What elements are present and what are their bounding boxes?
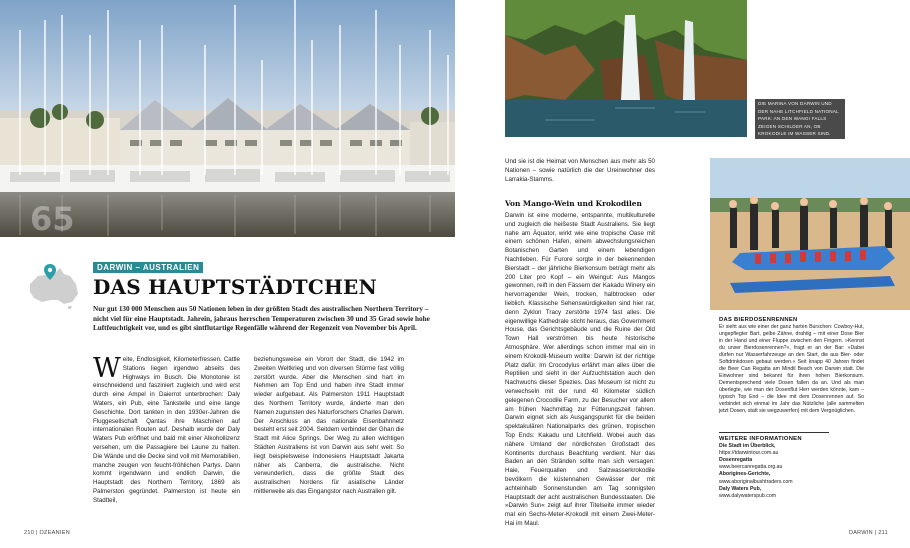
waterfall-photo [505, 0, 747, 137]
section-kicker: DARWIN – AUSTRALIEN [93, 262, 203, 273]
folio-right: DARWIN | 211 [848, 530, 888, 536]
sidebar-heading: DAS BIERDOSENRENNEN [719, 317, 798, 323]
info-box [719, 432, 839, 500]
folio-left: 210 | OZEANIEN [24, 530, 70, 536]
info-link-4[interactable]: www.dalywaterspub.com [719, 492, 777, 499]
australia-map-icon [24, 262, 84, 310]
section-subhead: Von Mango-Wein und Krokodilen [505, 199, 642, 208]
body-text-1: eite, Endlosigkeit, Kilometerfressen. Cattle Stations liegen irgendwo abseits des Highways im Busch. Die Monotonie ist einschneidend und fasziniert zugleich und wird erst durch eine Ampel in Daierrot unterbrochen: Daly Waters, ein Pub, eine Tankstelle und eine lange Geschichte. Dort tankten in den 1930er-Jahren die Fluggesellschaft Qantas ihre Maschinen auf internationalen Routen auf. Deshalb wurde der Daly Waters Pub eröffnet und bald mit einer Alkohollizenz versehen, um die Passagiere bei Laune zu halten. Die Wände und die Decke sind voll mit Memorabilien, manche zeugen von feucht-fröhlichen Partys. Dann kommt irgendwann und endlich Darwin, die Hauptstadt des Northern Territory, 1869 als Palmerston gegründet. Palmerston ist heute ein Stadtteil, [93, 356, 240, 504]
marina-photo [0, 0, 455, 237]
info-label-4: Daly Waters Pub, [719, 485, 762, 492]
right-column-top: Und sie ist die Heimat von Menschen aus mehr als 50 Nationen – sowie natürlich die der Ureinwohner des Larrakia-Stamms. [505, 158, 655, 183]
photo-caption: DIE MARINA VON DARWIN UND DER NAHE LITCHFIELD NATIONAL PARK: AN DEN WANGI FALLS ZEIGEN SCHILDER AN, OB KROKODILE IM WASSER SIND. [755, 99, 845, 139]
beer-can-regatta-photo [710, 158, 910, 310]
sidebar-text: Er sieht aus wie einer der ganz harten Burschen: Cowboy-Hut, ungepflegter Bart, gelbe Zähne, drahtig – mit einer Dose Bier in der Hand und einer Fluppe zwischen den Fingern. »Kennst du unser Bierdosenrennen?«, fragt er an der Bar: »Dabei dürfen nur Wasserfahrzeuge an den Start, die aus Bier- oder Softdrinkdosen gebaut werden.« Seit knapp 40 Jahren findet die Beer Can Regatta am Mindil Beach von Darwin statt. Die Einwohner sind bekannt für ihren hohen Bierkonsum. Dementsprechend viele Dosen fallen da an. Und als man überlegte, wie man der Dosenflut Herr werden könnte, kam – typisch Top End – die Idee mit dem Dosenrennen auf. So verbindet sich einmal im Jahr das Nützliche (alle sammelten jetzt Dosen, statt sie wegzuwerfen) mit dem Vergnüglichen. [719, 324, 864, 414]
right-column-body: Darwin ist eine moderne, entspannte, multikulturelle und zugleich die heißeste Stadt Australiens. Sie liegt nahe am Äquator, wirkt wie eine tropische Oase mit einem schönen Hafen, einem abwechslungsreichen Botanischen Garten und einem lebendigen Nachtleben. Für Furore sorgte in der bekennenden Bierstadt – der jährliche Bierkonsum beträgt mehr als 200 Liter pro Kopf – ein Weingut: Aus Mangos gewonnen, reift in den Fässern der Kakadu Winery ein hervorragender Wein, trocken, halbtrocken oder lieblich. Klassische Sehenswürdigkeiten sind hier rar, denn Zyklon Tracy zerstörte 1974 fast alles. Die eigenwillige Kathedrale sticht heraus, das Government House, das Gerichtsgebäude und die Ruine der Old Town Hall verströmen bis heute historische Atmosphäre. Wer allerdings schon immer mal ein in einem Krokodil-Museum wollte: Darwin ist der richtige Platz dafür. Im Crocodylus erfährt man alles über die Reptilien und sieht in der Aufzuchtstation auch den Nachwuchs dieser Spezies. Das Museum ist nicht zu verwechseln mit der rund 40 Kilometer südlich gelegenen Crocodile Farm, zu der Besucher vor allem am frühen Nachmittag zur Fütterungszeit fahren. Darwin eignet sich als Ausgangspunkt für die beiden spektakulären Nationalparks des grünen, tropischen Top Ends: Kakadu und Litchfield. Wobei auch das nähere Umland der nördlichsten Großstadt des Kontinents durchaus Beachtung verdient. Nur das Baden an den Stränden sollte man sich versagen: Haie, Feuerquallen und Salzwasserkrokodile bevölkern die küstennahen Gewässer der mit achteinhalb Sonnenstunden am Tag sonnigsten Hauptstadt der acht australischen Bundesstaaten. Die »Darwin Sun« zeigt auf ihrer Titelseite immer wieder mal ein Sechs-Meter-Krokodil mit einem Zwei-Meter-Hai im Maul. [505, 212, 655, 527]
body-column-1 [93, 353, 240, 506]
info-divider [719, 432, 829, 433]
drop-cap: W [93, 353, 121, 384]
article-intro: Nur gut 130 000 Menschen aus 50 Nationen leben in der größten Stadt des australischen Northern Territory – nicht viel für eine Hauptstadt. Jahrein, jahraus herrschen Temperaturen zwischen 30 und 35 Grad sowie hohe Luftfeuchtigkeit vor, und es gibt sintflutartige Regenfälle während der Regenzeit von November bis April. [93, 305, 430, 333]
info-subheading: Die Stadt im Überblick, [719, 443, 776, 450]
info-link-2[interactable]: www.beercanregatta.org.au [719, 464, 783, 471]
sidebar-box [719, 317, 864, 415]
info-label-2: Dosenregatta [719, 457, 753, 464]
body-column-2: beziehungsweise ein Vorort der Stadt, die 1942 im Zweiten Weltkrieg und von diversen Stürme fast völlig zerstört wurde. Aber die Menschen sind hart im Nehmen am Top End und haben ihre Stadt immer wieder aufgebaut. Als Palmerston 1911 Hauptstadt des Northern Territory wurde, änderte man den Namen zugunsten des Naturforschers Charles Darwin. Der Anschluss an das nationale Eisenbahnnetz besteht erst seit 2004. Seitdem verbindet der Ghan die Stadt mit Alice Springs. Der Weg zu allen wichtigen Städten Australiens ist von Darwin aus sehr weit: So liegt beispielsweise Indonesiens Hauptstadt Jakarta näher als Canberra, die australische. Nicht verwunderlich, dass die größte Stadt des australischen Nordens für asiatische Länder mittlerweile als das Eingangstor nach Australien gilt. [254, 356, 404, 495]
info-link-1[interactable]: https://tdarwintour.com.au [719, 450, 779, 457]
article-title: DAS HAUPTSTÄDTCHEN [93, 275, 377, 299]
info-heading: WEITERE INFORMATIONEN [719, 436, 802, 442]
info-link-3[interactable]: www.aboriginalbushtraders.com [719, 478, 793, 485]
right-page [455, 0, 910, 548]
big-page-number: 65 [30, 200, 75, 237]
info-label-3: Aborigines-Gerichte, [719, 471, 771, 478]
